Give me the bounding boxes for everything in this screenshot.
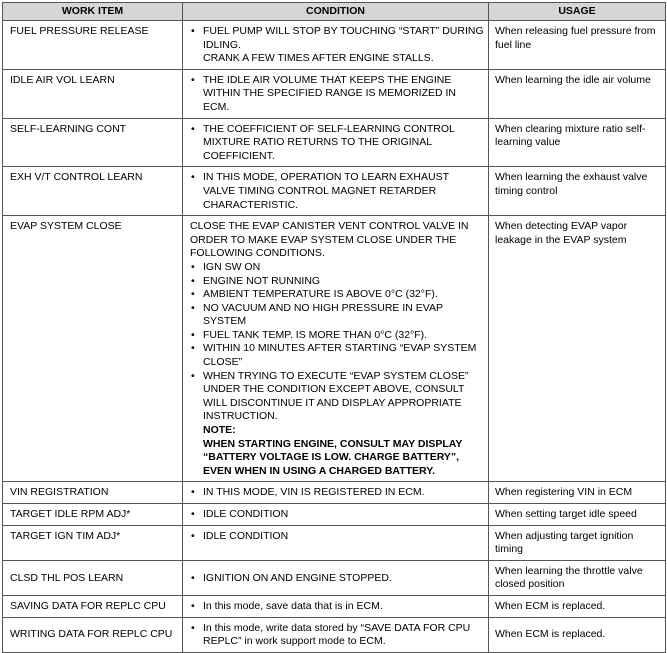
table-row [3, 482, 666, 504]
condition-cell [183, 69, 489, 118]
usage-cell: When setting target idle speed [489, 504, 666, 526]
condition-bullet: • NO VACUUM AND NO HIGH PRESSURE IN EVAP SYSTEM [190, 302, 484, 329]
usage-cell: When registering VIN in ECM [489, 482, 666, 504]
usage-cell: When learning the idle air volume [489, 69, 666, 118]
condition-extra: CRANK A FEW TIMES AFTER ENGINE STALLS. [203, 52, 434, 65]
table-row [3, 595, 666, 617]
condition-bullet: • AMBIENT TEMPERATURE IS ABOVE 0°C (32°F). [190, 288, 484, 302]
work-item-cell: EXH V/T CONTROL LEARN [3, 167, 183, 216]
table-row [3, 216, 666, 482]
condition-bullet: • IN THIS MODE, VIN IS REGISTERED IN ECM. [190, 486, 484, 500]
condition-cell [183, 216, 489, 482]
usage-cell: When clearing mixture ratio self-learning value [489, 118, 666, 167]
condition-cell [183, 482, 489, 504]
condition-bullet: • IN THIS MODE, OPERATION TO LEARN EXHAUST VALVE TIMING CONTROL MAGNET RETARDER CHARACTERISTIC. [190, 171, 484, 212]
usage-cell: When ECM is replaced. [489, 595, 666, 617]
table-row [3, 617, 666, 652]
usage-cell: When detecting EVAP vapor leakage in the EVAP system [489, 216, 666, 482]
work-item-header: WORK ITEM [3, 3, 183, 21]
condition-bullet: • IGN SW ON [190, 261, 484, 275]
usage-header: USAGE [489, 3, 666, 21]
condition-bullet: • IGNITION ON AND ENGINE STOPPED. [190, 572, 484, 586]
table-row [3, 525, 666, 560]
work-item-cell: TARGET IDLE RPM ADJ* [3, 504, 183, 526]
work-item-cell: IDLE AIR VOL LEARN [3, 69, 183, 118]
table-row [3, 504, 666, 526]
condition-cell [183, 504, 489, 526]
condition-bullet: • IDLE CONDITION [190, 508, 484, 522]
condition-bullet: • THE IDLE AIR VOLUME THAT KEEPS THE ENGINE WITHIN THE SPECIFIED RANGE IS MEMORIZED IN ECM. [190, 74, 484, 115]
work-item-cell: EVAP SYSTEM CLOSE [3, 216, 183, 482]
usage-cell: When learning the exhaust valve timing control [489, 167, 666, 216]
usage-cell: When learning the throttle valve closed position [489, 560, 666, 595]
table-row [3, 69, 666, 118]
note-text: WHEN STARTING ENGINE, CONSULT MAY DISPLAY “BATTERY VOLTAGE IS LOW. CHARGE BATTERY”, EVEN WHEN IN USING A CHARGED BATTERY. [203, 437, 463, 477]
condition-cell [183, 21, 489, 70]
work-item-cell: WRITING DATA FOR REPLC CPU [3, 617, 183, 652]
condition-bullet: • THE COEFFICIENT OF SELF-LEARNING CONTROL MIXTURE RATIO RETURNS TO THE ORIGINAL COEFFICIENT. [190, 123, 484, 164]
table-header-row [3, 3, 666, 21]
condition-header: CONDITION [183, 3, 489, 21]
condition-cell [183, 560, 489, 595]
usage-cell: When ECM is replaced. [489, 617, 666, 652]
condition-bullet: • IDLE CONDITION [190, 530, 484, 544]
work-item-cell: SELF-LEARNING CONT [3, 118, 183, 167]
work-item-cell: FUEL PRESSURE RELEASE [3, 21, 183, 70]
condition-cell [183, 617, 489, 652]
condition-bullet: • FUEL TANK TEMP. IS MORE THAN 0°C (32°F). [190, 329, 484, 343]
condition-bullet: • WHEN TRYING TO EXECUTE “EVAP SYSTEM CLOSE” UNDER THE CONDITION EXCEPT ABOVE, CONSULT WILL DISCONTINUE IT AND DISPLAY APPROPRIATE INSTRUCTION. [190, 370, 484, 424]
work-item-cell: SAVING DATA FOR REPLC CPU [3, 595, 183, 617]
work-support-table [2, 2, 666, 653]
condition-bullet: • In this mode, save data that is in ECM. [190, 600, 484, 614]
condition-bullet: • WITHIN 10 MINUTES AFTER STARTING “EVAP SYSTEM CLOSE” [190, 342, 484, 369]
condition-cell [183, 167, 489, 216]
usage-cell: When adjusting target ignition timing [489, 525, 666, 560]
condition-bullet: • In this mode, write data stored by “SAVE DATA FOR CPU REPLC” in work support mode to ECM. [190, 622, 484, 649]
condition-intro: CLOSE THE EVAP CANISTER VENT CONTROL VALVE IN ORDER TO MAKE EVAP SYSTEM CLOSE UNDER THE FOLLOWING CONDITIONS. [190, 220, 469, 260]
table-row [3, 21, 666, 70]
table-row [3, 167, 666, 216]
usage-cell: When releasing fuel pressure from fuel line [489, 21, 666, 70]
work-item-cell: VIN REGISTRATION [3, 482, 183, 504]
table-row [3, 118, 666, 167]
condition-cell [183, 118, 489, 167]
condition-bullet: • FUEL PUMP WILL STOP BY TOUCHING “START” DURING IDLING. CRANK A FEW TIMES AFTER ENGINE STALLS. [190, 25, 484, 66]
note-label: NOTE: [203, 424, 236, 437]
table-row [3, 560, 666, 595]
condition-bullet: • ENGINE NOT RUNNING [190, 275, 484, 289]
condition-cell [183, 525, 489, 560]
condition-cell [183, 595, 489, 617]
work-item-cell: CLSD THL POS LEARN [3, 560, 183, 595]
work-item-cell: TARGET IGN TIM ADJ* [3, 525, 183, 560]
